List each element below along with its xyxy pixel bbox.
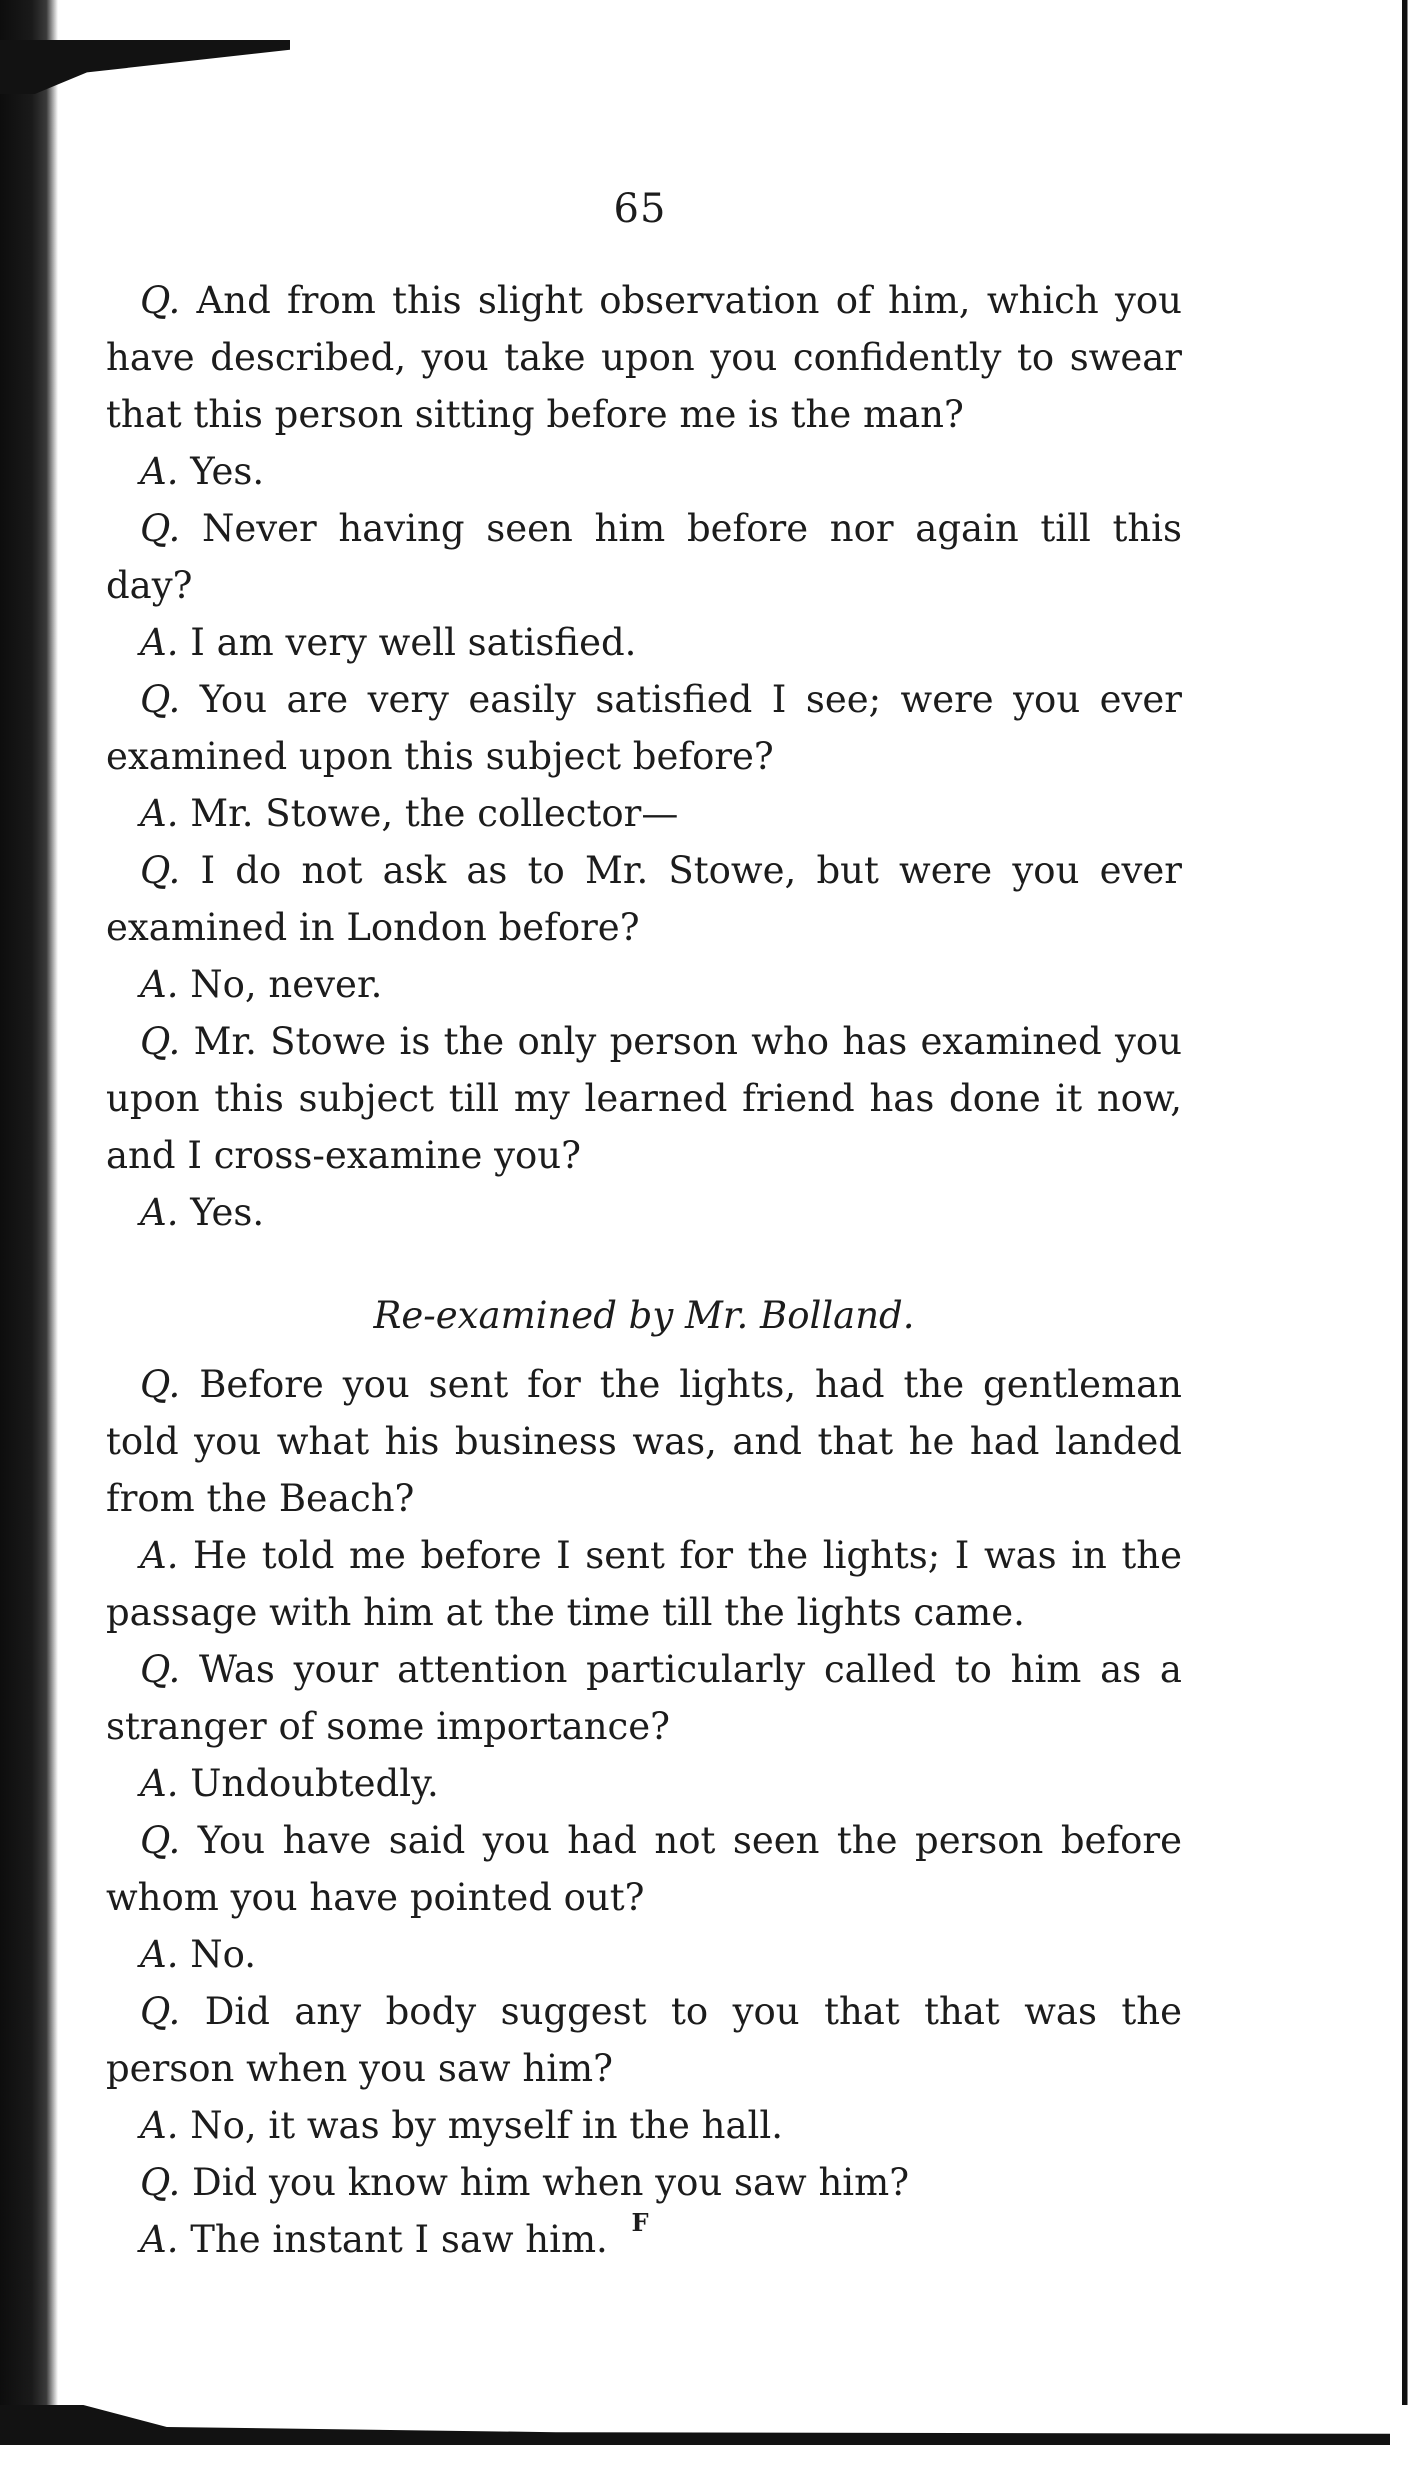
speaker-label: Q. — [140, 1819, 181, 1862]
speaker-label: Q. — [140, 1020, 181, 1063]
speaker-label: Q. — [140, 1990, 181, 2033]
qa-paragraph — [106, 671, 1182, 785]
speaker-label: Q. — [140, 1648, 181, 1691]
speaker-label: A. — [140, 1191, 179, 1234]
paragraph-text: He told me before I sent for the lights; I was in the passage with him at the time till the lights came. — [106, 1534, 1182, 1634]
qa-paragraph — [106, 842, 1182, 956]
paragraph-text: I am very well satisfied. — [190, 621, 637, 664]
speaker-label: Q. — [140, 1363, 181, 1406]
paragraph-text: No. — [190, 1933, 257, 1976]
page-body — [106, 272, 1182, 2268]
qa-paragraph — [106, 1812, 1182, 1926]
speaker-label: A. — [140, 621, 179, 664]
scan-border-left — [0, 0, 58, 2471]
paragraph-text: And from this slight observation of him, which you have described, you take upon you confidently to swear that this person sitting before me is the man? — [106, 279, 1182, 436]
scan-border-top — [0, 40, 290, 94]
paragraph-text: Did you know him when you saw him? — [192, 2161, 910, 2204]
scan-border-bottom — [0, 2405, 1426, 2471]
cross-examination-section — [106, 272, 1182, 1241]
speaker-label: Q. — [140, 678, 181, 721]
qa-paragraph — [106, 500, 1182, 614]
paragraph-text: Mr. Stowe, the collector— — [190, 792, 679, 835]
speaker-label: A. — [140, 792, 179, 835]
speaker-label: A. — [140, 963, 179, 1006]
speaker-label: A. — [140, 1534, 179, 1577]
qa-paragraph — [106, 2154, 1182, 2211]
paragraph-text: Before you sent for the lights, had the gentleman told you what his business was, and that he had landed from the Beach? — [106, 1363, 1182, 1520]
qa-paragraph — [106, 443, 1182, 500]
qa-paragraph — [106, 614, 1182, 671]
speaker-label: A. — [140, 1762, 179, 1805]
paragraph-text: No, never. — [190, 963, 383, 1006]
paragraph-text: No, it was by myself in the hall. — [190, 2104, 783, 2147]
qa-paragraph — [106, 272, 1182, 443]
paragraph-text: Yes. — [190, 1191, 265, 1234]
signature-mark: F — [631, 2208, 649, 2237]
speaker-label: Q. — [140, 849, 181, 892]
paragraph-text: You are very easily satisfied I see; were you ever examined upon this subject before? — [106, 678, 1182, 778]
qa-paragraph — [106, 956, 1182, 1013]
speaker-label: A. — [140, 2104, 179, 2147]
paragraph-text: You have said you had not seen the person before whom you have pointed out? — [106, 1819, 1182, 1919]
paragraph-text: Did any body suggest to you that that was the person when you saw him? — [106, 1990, 1182, 2090]
speaker-label: Q. — [140, 2161, 181, 2204]
qa-paragraph — [106, 785, 1182, 842]
qa-paragraph — [106, 1926, 1182, 1983]
speaker-label: Q. — [140, 507, 181, 550]
qa-paragraph — [106, 1527, 1182, 1641]
paragraph-text: Never having seen him before nor again till this day? — [106, 507, 1182, 607]
qa-paragraph — [106, 1013, 1182, 1184]
qa-paragraph — [106, 2097, 1182, 2154]
paragraph-text: The instant I saw him. — [190, 2218, 608, 2261]
paragraph-text: I do not ask as to Mr. Stowe, but were you ever examined in London before? — [106, 849, 1182, 949]
qa-paragraph — [106, 1983, 1182, 2097]
paragraph-text: Was your attention particularly called to him as a stranger of some importance? — [106, 1648, 1182, 1748]
qa-paragraph — [106, 1184, 1182, 1241]
paragraph-text: Yes. — [190, 450, 265, 493]
speaker-label: A. — [140, 1933, 179, 1976]
re-examination-section — [106, 1356, 1182, 2268]
paragraph-text: Undoubtedly. — [190, 1762, 439, 1805]
qa-paragraph — [106, 1356, 1182, 1527]
paragraph-text: Mr. Stowe is the only person who has examined you upon this subject till my learned friend has done it now, and I cross-examine you? — [106, 1020, 1182, 1177]
scan-border-right — [1380, 0, 1426, 2471]
page-number: 65 — [613, 186, 667, 232]
speaker-label: A. — [140, 450, 179, 493]
speaker-label: Q. — [140, 279, 181, 322]
qa-paragraph — [106, 1755, 1182, 1812]
speaker-label: A. — [140, 2218, 179, 2261]
qa-paragraph — [106, 1641, 1182, 1755]
section-heading: Re-examined by Mr. Bolland. — [373, 1294, 915, 1337]
